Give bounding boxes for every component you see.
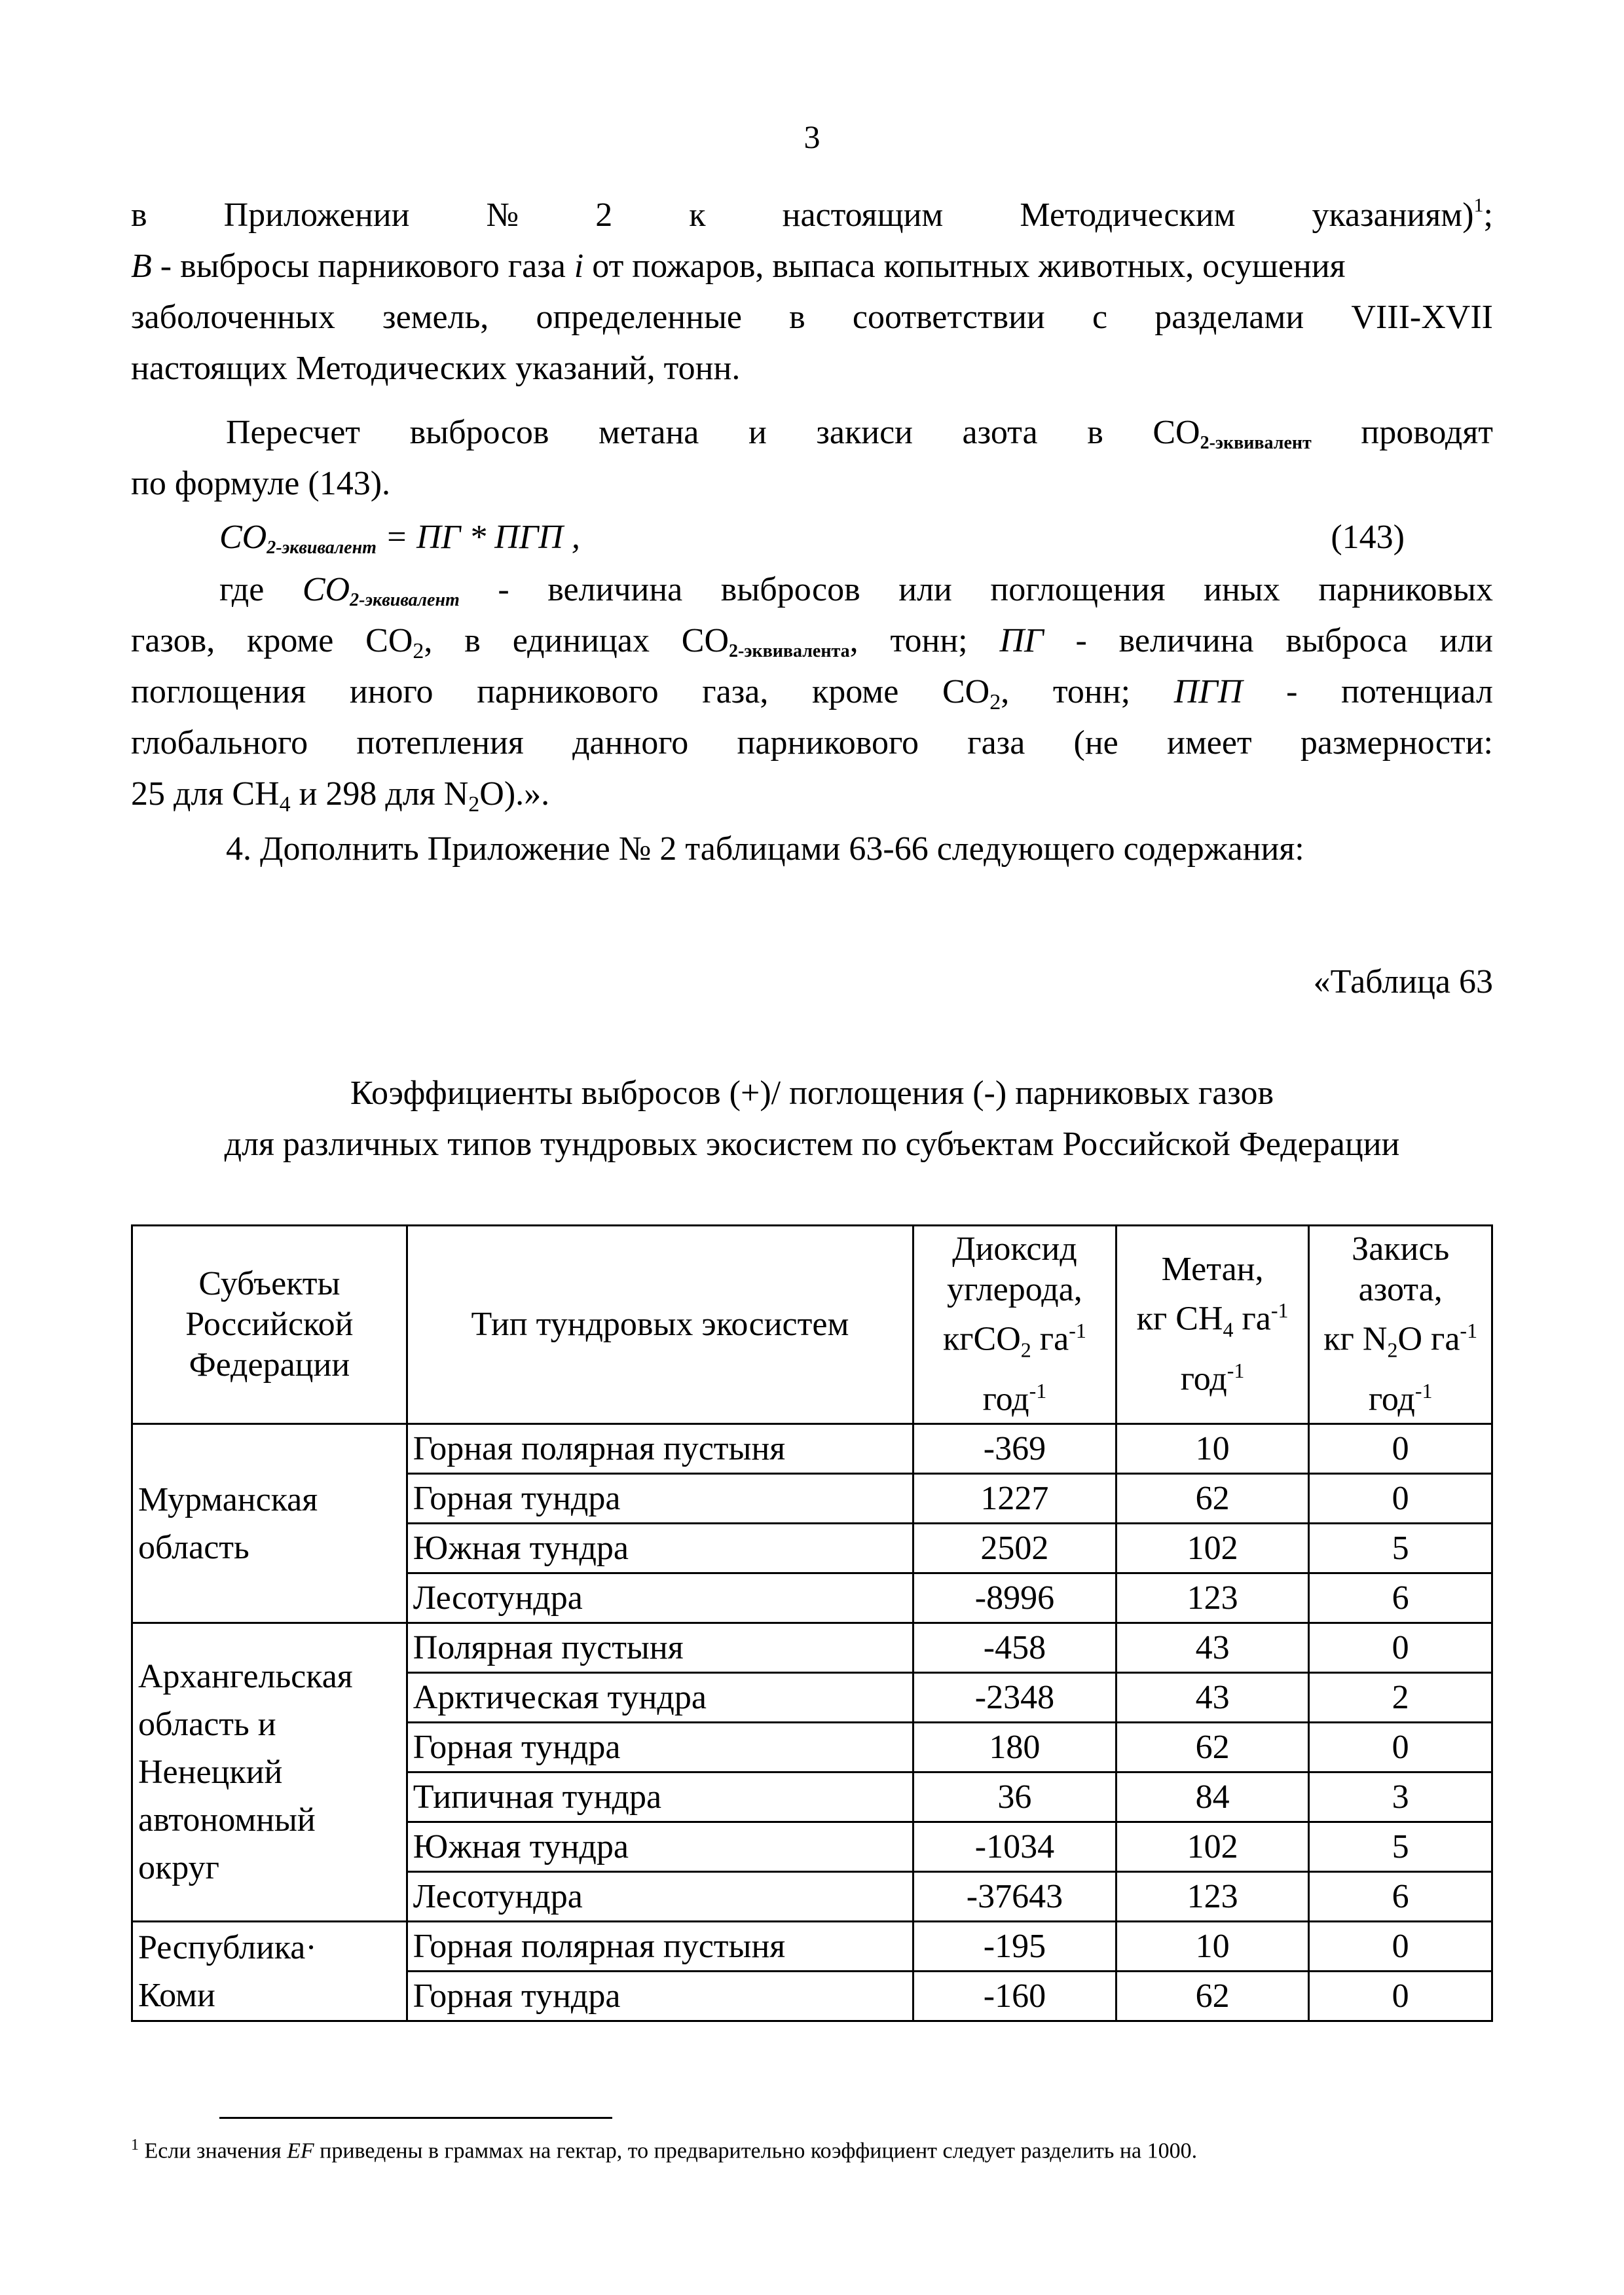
header-text xyxy=(1122,1290,1303,1350)
text: и 298 для N xyxy=(290,775,469,813)
ecosystem-type-cell: Южная тундра xyxy=(407,1822,913,1872)
subscript: 2 xyxy=(413,639,424,663)
subscript: 2 xyxy=(989,690,1001,714)
text: , тонн; xyxy=(849,622,1000,659)
text: га xyxy=(1031,1320,1069,1358)
header-text xyxy=(919,1310,1110,1370)
word: 2 xyxy=(595,196,613,234)
subscript: 4 xyxy=(1223,1318,1234,1342)
header-text: Закись xyxy=(1352,1230,1450,1268)
n2o-cell: 0 xyxy=(1309,1474,1492,1524)
text: год xyxy=(982,1380,1029,1418)
region-cell xyxy=(132,1623,407,1922)
region-text: округ xyxy=(138,1849,219,1886)
subscript: 4 xyxy=(279,792,291,817)
co2-cell: -8996 xyxy=(913,1573,1116,1623)
n2o-cell: 2 xyxy=(1309,1673,1492,1723)
text: кгСО xyxy=(942,1320,1021,1358)
footnote-divider xyxy=(219,2117,612,2119)
ch4-cell: 102 xyxy=(1116,1822,1309,1872)
co2-cell: -369 xyxy=(913,1424,1116,1474)
region-text: Коми xyxy=(138,1976,215,2014)
text: га xyxy=(1233,1300,1271,1338)
ch4-cell: 84 xyxy=(1116,1772,1309,1822)
text: Пересчет выбросов метана и закиси азота в СО xyxy=(226,414,1200,451)
header-text xyxy=(1122,1350,1303,1399)
body-line-3: заболоченных земель, определенные в соответствии с разделами VIII-XVII xyxy=(131,299,1493,336)
text: проводят xyxy=(1311,414,1493,451)
table-label: «Таблица 63 xyxy=(1313,963,1493,1001)
n2o-cell: 0 xyxy=(1309,1723,1492,1772)
body-line-1 xyxy=(131,190,1493,241)
ecosystem-type-cell: Арктическая тундра xyxy=(407,1673,913,1723)
ch4-cell: 10 xyxy=(1116,1922,1309,1972)
superscript: -1 xyxy=(1227,1359,1245,1383)
variable-b: B xyxy=(131,248,152,285)
text: поглощения иного парникового газа, кроме СО xyxy=(131,673,990,710)
co2-cell: -195 xyxy=(913,1922,1116,1972)
co2-cell: 36 xyxy=(913,1772,1116,1822)
superscript: -1 xyxy=(1069,1319,1086,1343)
region-text: Республика· xyxy=(138,1928,317,1966)
item-4: 4. Дополнить Приложение № 2 таблицами 63-66 следующего содержания: xyxy=(226,830,1304,868)
body-line-6: по формуле (143). xyxy=(131,465,391,502)
word: Приложении xyxy=(223,196,410,234)
header-co2 xyxy=(913,1226,1116,1424)
co2-cell: -458 xyxy=(913,1623,1116,1673)
ch4-cell: 43 xyxy=(1116,1673,1309,1723)
header-text: Субъекты xyxy=(198,1265,341,1302)
where-line-4: глобального потепления данного парникового газа (не имеет размерности: xyxy=(131,724,1493,762)
table-row xyxy=(132,1922,1492,1972)
subscript: 2-эквивалента xyxy=(729,641,850,661)
header-text: Метан, xyxy=(1161,1251,1264,1289)
region-text: автономный xyxy=(138,1801,316,1839)
co2-cell: -2348 xyxy=(913,1673,1116,1723)
word: в xyxy=(131,196,147,234)
header-ecosystem-type: Тип тундровых экосистем xyxy=(407,1226,913,1424)
subscript: 2 xyxy=(468,792,480,817)
text: , в единицах СО xyxy=(424,622,729,659)
n2o-cell: 0 xyxy=(1309,1623,1492,1673)
superscript: -1 xyxy=(1270,1298,1289,1323)
text: , тонн; xyxy=(1001,673,1174,710)
ecosystem-type-cell: Горная тундра xyxy=(407,1723,913,1772)
co2-cell: -37643 xyxy=(913,1872,1116,1922)
co2-cell: -160 xyxy=(913,1972,1116,2021)
superscript: -1 xyxy=(1414,1379,1433,1403)
footnote-mark: 1 xyxy=(131,2137,139,2154)
ecosystem-type-cell: Горная тундра xyxy=(407,1474,913,1524)
emission-coefficients-table xyxy=(131,1224,1493,2022)
co2-cell: -1034 xyxy=(913,1822,1116,1872)
table-row xyxy=(132,1623,1492,1673)
text: Если значения xyxy=(139,2139,287,2163)
ecosystem-type-cell: Горная полярная пустыня xyxy=(407,1922,913,1972)
table-title-line-1: Коэффициенты выбросов (+)/ поглощения (-) парниковых газов xyxy=(350,1074,1274,1112)
n2o-cell: 3 xyxy=(1309,1772,1492,1822)
co2-cell: 2502 xyxy=(913,1524,1116,1573)
ch4-cell: 62 xyxy=(1116,1723,1309,1772)
footnote-mark: 1 xyxy=(1473,194,1484,216)
variable: ПГ xyxy=(999,622,1044,659)
n2o-cell: 6 xyxy=(1309,1872,1492,1922)
region-text: область и xyxy=(138,1706,276,1743)
text: - величина выбросов или поглощения иных парниковых xyxy=(459,571,1493,608)
ch4-cell: 10 xyxy=(1116,1424,1309,1474)
region-text: Ненецкий xyxy=(138,1753,283,1791)
header-text: Диоксид xyxy=(952,1230,1077,1268)
n2o-cell: 0 xyxy=(1309,1922,1492,1972)
ch4-cell: 62 xyxy=(1116,1972,1309,2021)
header-text: Федерации xyxy=(189,1346,350,1384)
header-subject xyxy=(132,1226,407,1424)
word: указаниям) xyxy=(1312,196,1474,234)
text: где xyxy=(219,571,303,608)
body-line-2 xyxy=(131,241,1493,292)
header-text: Российской xyxy=(185,1306,354,1343)
variable-i: i xyxy=(574,248,584,285)
word: настоящим xyxy=(782,196,944,234)
variable: ПГП xyxy=(1173,673,1243,710)
punct: ; xyxy=(1483,196,1493,234)
table-row xyxy=(132,1424,1492,1474)
footnote xyxy=(131,2137,1197,2163)
co2-cell: 1227 xyxy=(913,1474,1116,1524)
text: 25 для СН xyxy=(131,775,280,813)
table-header-row xyxy=(132,1226,1492,1424)
region-text: область xyxy=(138,1528,249,1566)
header-text: азота, xyxy=(1358,1271,1443,1309)
subscript: 2-эквивалент xyxy=(350,590,460,610)
ecosystem-type-cell: Южная тундра xyxy=(407,1524,913,1573)
ecosystem-type-cell: Типичная тундра xyxy=(407,1772,913,1822)
text: от пожаров, выпаса копытных животных, осушения xyxy=(583,248,1346,285)
header-text xyxy=(1315,1310,1486,1370)
n2o-cell: 0 xyxy=(1309,1972,1492,2021)
table-title-line-2: для различных типов тундровых экосистем по субъектам Российской Федерации xyxy=(224,1126,1400,1163)
formula-number: (143) xyxy=(1331,519,1405,556)
co2-cell: 180 xyxy=(913,1723,1116,1772)
ch4-cell: 62 xyxy=(1116,1474,1309,1524)
text: год xyxy=(1180,1360,1227,1398)
ecosystem-type-cell: Горная полярная пустыня xyxy=(407,1424,913,1474)
word: к xyxy=(689,196,706,234)
subscript: 2-эквивалент xyxy=(267,538,377,558)
text: - выбросы парникового газа xyxy=(151,248,574,285)
where-line-5 xyxy=(131,769,1493,830)
region-cell xyxy=(132,1424,407,1623)
word: Методическим xyxy=(1020,196,1236,234)
ch4-cell: 43 xyxy=(1116,1623,1309,1673)
word-with-footnote xyxy=(1312,190,1493,241)
formula-rhs: = ПГ * ПГП , xyxy=(376,519,580,556)
ch4-cell: 123 xyxy=(1116,1573,1309,1623)
page-number: 3 xyxy=(803,119,821,155)
header-text xyxy=(1315,1370,1486,1420)
text: газов, кроме СО xyxy=(131,622,413,659)
region-cell xyxy=(132,1922,407,2021)
text: - потенциал xyxy=(1242,673,1494,710)
text: год xyxy=(1368,1380,1415,1418)
variable: EF xyxy=(287,2139,314,2163)
header-text: углерода, xyxy=(947,1271,1082,1309)
text: О га xyxy=(1397,1320,1460,1358)
n2o-cell: 6 xyxy=(1309,1573,1492,1623)
header-n2o xyxy=(1309,1226,1492,1424)
ecosystem-type-cell: Полярная пустыня xyxy=(407,1623,913,1673)
ecosystem-type-cell: Лесотундра xyxy=(407,1573,913,1623)
region-text: Мурманская xyxy=(138,1480,318,1518)
subscript: 2-эквивалент xyxy=(1200,433,1312,453)
body-line-4: настоящих Методических указаний, тонн. xyxy=(131,350,741,387)
superscript: -1 xyxy=(1029,1379,1047,1403)
n2o-cell: 5 xyxy=(1309,1822,1492,1872)
text: - величина выброса или xyxy=(1043,622,1493,659)
n2o-cell: 5 xyxy=(1309,1524,1492,1573)
n2o-cell: 0 xyxy=(1309,1424,1492,1474)
ch4-cell: 123 xyxy=(1116,1872,1309,1922)
text: кг N xyxy=(1323,1320,1388,1358)
ecosystem-type-cell: Лесотундра xyxy=(407,1872,913,1922)
superscript: -1 xyxy=(1460,1319,1478,1343)
text: приведены в граммах на гектар, то предварительно коэффициент следует разделить на 1000. xyxy=(314,2139,1198,2163)
variable: СО xyxy=(302,571,350,608)
subscript: 2 xyxy=(1020,1338,1031,1363)
formula-lhs: СО xyxy=(219,519,267,556)
word: № xyxy=(486,196,519,234)
region-text: Архангельская xyxy=(138,1658,353,1695)
subscript: 2 xyxy=(1387,1338,1398,1363)
header-ch4 xyxy=(1116,1226,1309,1424)
text: кг СН xyxy=(1136,1300,1223,1338)
ecosystem-type-cell: Горная тундра xyxy=(407,1972,913,2021)
ch4-cell: 102 xyxy=(1116,1524,1309,1573)
text: О).». xyxy=(479,775,550,813)
header-text xyxy=(919,1370,1110,1420)
